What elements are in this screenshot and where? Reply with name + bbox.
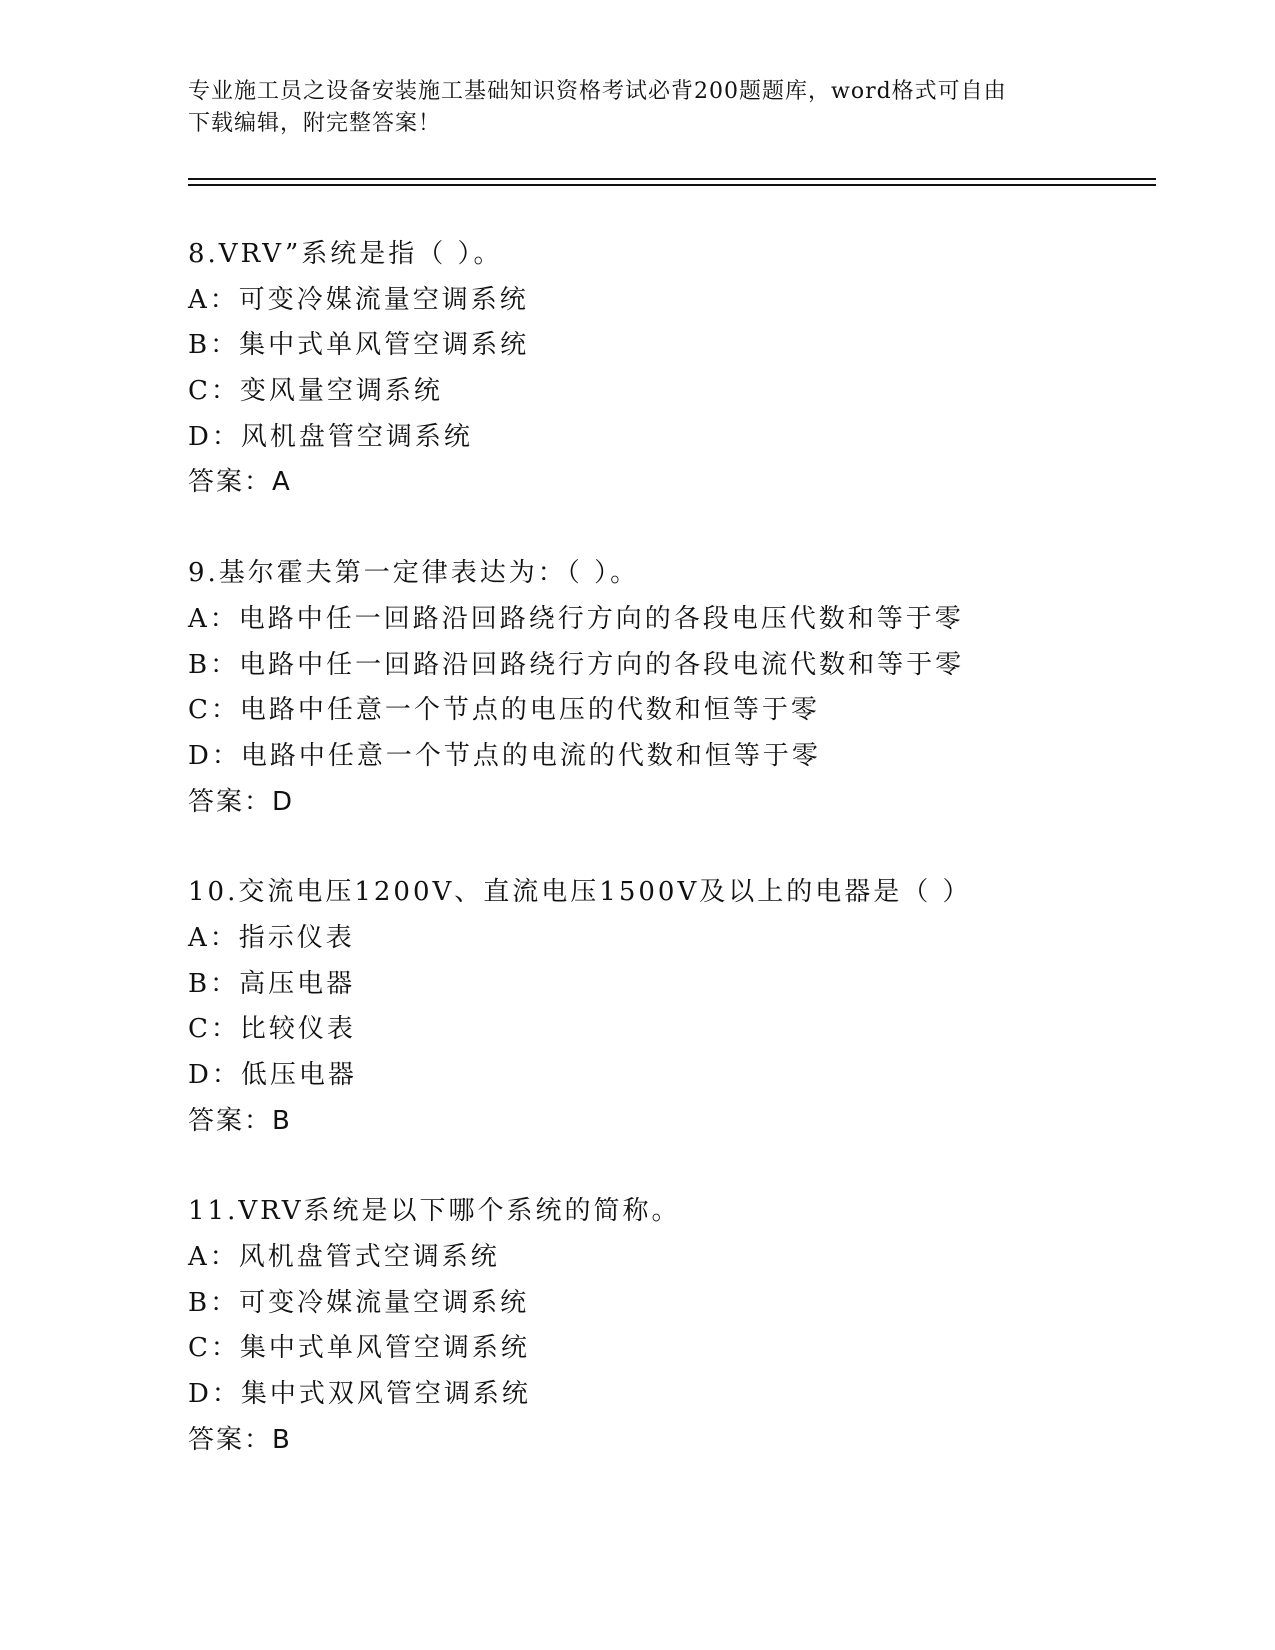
option-d: D：集中式双风管空调系统 <box>188 1379 531 1410</box>
header-divider-top <box>188 178 1156 180</box>
option-d: D：风机盘管空调系统 <box>188 421 473 452</box>
header-line-1: 专业施工员之设备安装施工基础知识资格考试必背200题题库，word格式可自由 <box>188 79 1007 104</box>
option-b: B：高压电器 <box>188 968 356 999</box>
question-11 <box>188 1189 1188 1463</box>
question-stem: 11.VRV系统是以下哪个系统的简称。 <box>188 1196 681 1227</box>
question-stem: 8.VRV”系统是指（ ）。 <box>188 239 503 269</box>
option-c: C：比较仪表 <box>188 1014 356 1045</box>
question-stem: 9.基尔霍夫第一定律表达为：（ ）。 <box>188 558 640 589</box>
question-9 <box>188 551 1188 825</box>
answer: 答案：A <box>188 467 292 498</box>
option-d: D：低压电器 <box>188 1060 357 1090</box>
option-a: A：风机盘管式空调系统 <box>188 1242 500 1273</box>
option-a: A：电路中任一回路沿回路绕行方向的各段电压代数和等于零 <box>188 603 964 634</box>
question-8 <box>188 232 1188 506</box>
option-d: D：电路中任意一个节点的电流的代数和恒等于零 <box>188 740 821 771</box>
header-line-2: 下载编辑，附完整答案！ <box>188 111 442 136</box>
answer: 答案：B <box>188 1424 292 1455</box>
question-10 <box>188 870 1188 1144</box>
question-list <box>188 232 1188 1509</box>
answer: 答案：B <box>188 1105 292 1136</box>
option-b: B：电路中任一回路沿回路绕行方向的各段电流代数和等于零 <box>188 649 965 680</box>
option-a: A：指示仪表 <box>188 922 355 953</box>
option-b: B：可变冷媒流量空调系统 <box>188 1287 530 1318</box>
option-c: C：电路中任意一个节点的电压的代数和恒等于零 <box>188 695 820 726</box>
document-header <box>188 76 1088 140</box>
header-divider-bottom <box>188 184 1156 186</box>
option-a: A：可变冷媒流量空调系统 <box>188 284 529 315</box>
question-stem: 10.交流电压1200V、直流电压1500V及以上的电器是（ ） <box>188 877 972 908</box>
option-c: C：集中式单风管空调系统 <box>188 1333 530 1364</box>
answer: 答案：D <box>188 786 295 817</box>
option-c: C：变风量空调系统 <box>188 376 443 407</box>
option-b: B：集中式单风管空调系统 <box>188 330 530 361</box>
